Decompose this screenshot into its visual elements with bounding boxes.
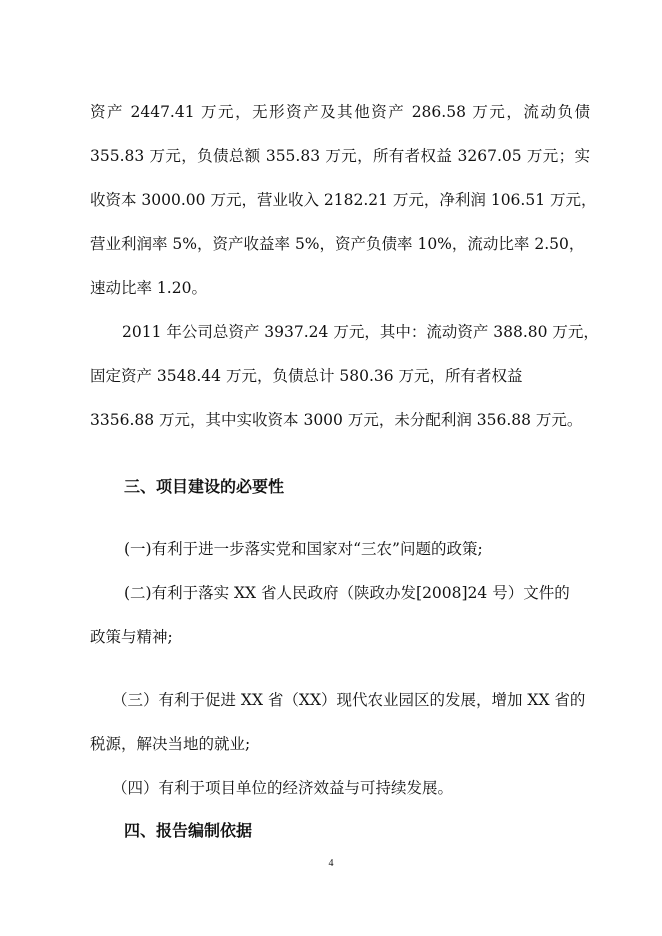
text-line: 固定资产 3548.44 万元，负债总计 580.36 万元，所有者权益	[90, 367, 523, 385]
list-item: (二)有利于落实 XX 省人民政府（陕政办发[2008]24 号）文件的	[124, 584, 570, 602]
text-line: 2011 年公司总资产 3937.24 万元，其中：流动资产 388.80 万元，	[122, 323, 599, 341]
text-line: 收资本 3000.00 万元，营业收入 2182.21 万元，净利润 106.51 万元，	[90, 191, 597, 209]
text-line: 营业利润率 5%，资产收益率 5%，资产负债率 10%，流动比率 2.50，	[90, 235, 585, 253]
section-heading-necessity: 三、项目建设的必要性	[124, 477, 285, 496]
text-line: 3356.88 万元，其中实收资本 3000 万元，未分配利润 356.88 万元。	[90, 411, 583, 429]
text-line: 355.83 万元，负债总额 355.83 万元，所有者权益 3267.05 万元；实	[90, 147, 590, 165]
text-line: 资产 2447.41 万元，无形资产及其他资产 286.58 万元，流动负债	[90, 103, 590, 121]
page-number: 4	[328, 858, 334, 869]
text-line: 速动比率 1.20。	[90, 279, 207, 297]
section-heading-basis: 四、报告编制依据	[124, 821, 253, 840]
list-item: （四）有利于项目单位的经济效益与可持续发展。	[112, 779, 454, 797]
list-item: （三）有利于促进 XX 省（XX）现代农业园区的发展，增加 XX 省的	[112, 691, 586, 709]
list-item-continuation: 税源，解决当地的就业;	[90, 735, 251, 753]
list-item-continuation: 政策与精神;	[90, 628, 173, 646]
list-item: (一)有利于进一步落实党和国家对“三农”问题的政策;	[124, 540, 483, 558]
